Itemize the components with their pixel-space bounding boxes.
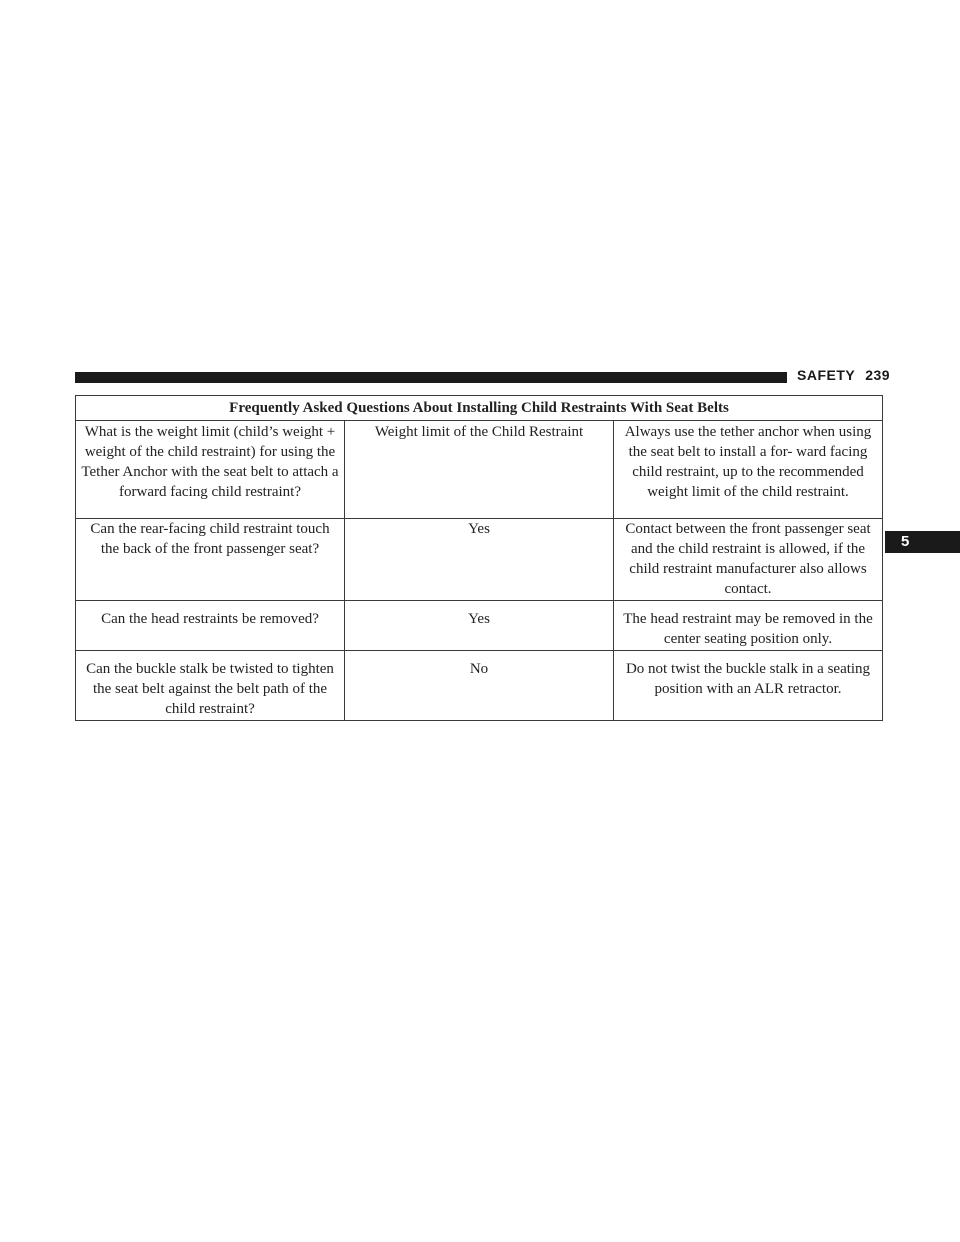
table-row	[76, 421, 883, 519]
question-cell: Can the buckle stalk be twisted to tighten the seat belt against the belt path of the child restraint?	[76, 651, 345, 721]
note-cell: Always use the tether anchor when using the seat belt to install a for- ward facing child restraint, up to the recommended weight limit of the child restraint.	[614, 421, 883, 519]
answer-cell: No	[345, 651, 614, 721]
table-row	[76, 651, 883, 721]
table-row	[76, 601, 883, 651]
note-cell: Do not twist the buckle stalk in a seating position with an ALR retractor.	[614, 651, 883, 721]
table-row	[76, 519, 883, 601]
chapter-tab: 5	[885, 531, 960, 553]
table-header-row	[76, 396, 883, 421]
answer-cell: Yes	[345, 601, 614, 651]
faq-table	[75, 395, 883, 721]
running-header	[797, 367, 890, 383]
question-cell: Can the rear-facing child restraint touch the back of the front passenger seat?	[76, 519, 345, 601]
section-title: SAFETY	[797, 367, 856, 383]
question-cell: What is the weight limit (child’s weight + weight of the child restraint) for using the Tether Anchor with the seat belt to attach a forward facing child restraint?	[76, 421, 345, 519]
answer-cell: Yes	[345, 519, 614, 601]
header-rule	[75, 372, 787, 383]
note-cell: The head restraint may be removed in the center seating position only.	[614, 601, 883, 651]
note-cell: Contact between the front passenger seat and the child restraint is allowed, if the child restraint manufacturer also allows contact.	[614, 519, 883, 601]
answer-cell: Weight limit of the Child Restraint	[345, 421, 614, 519]
page-number: 239	[865, 367, 891, 383]
question-cell: Can the head restraints be removed?	[76, 601, 345, 651]
table-title: Frequently Asked Questions About Installing Child Restraints With Seat Belts	[76, 396, 883, 421]
